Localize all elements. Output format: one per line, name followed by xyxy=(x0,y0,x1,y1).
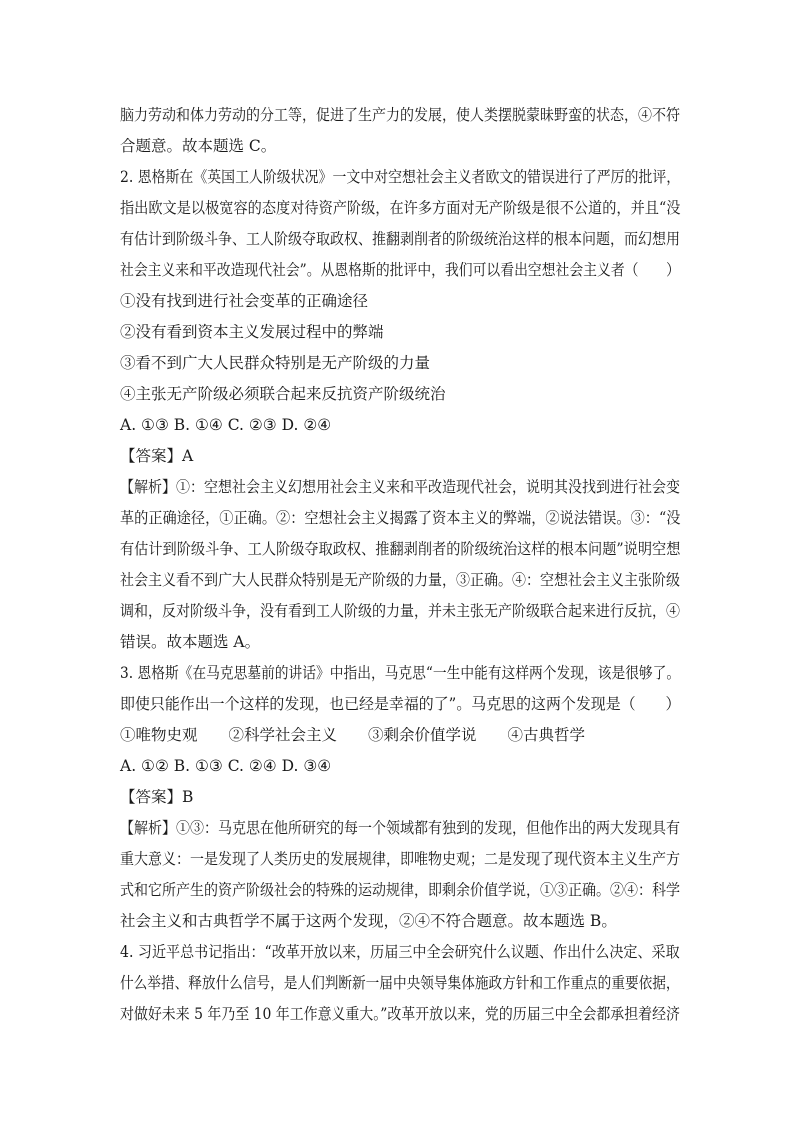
text-line: 指出欧文是以极宽容的态度对待资产阶级，在许多方面对无产阶级是很不公道的，并且“没 xyxy=(120,199,681,217)
question-4-stem: 4. 习近平总书记指出：“改革开放以来，历届三中全会研究什么议题、作出什么决定、采取 xyxy=(120,943,680,961)
text-line: 什么举措、释放什么信号，是人们判断新一届中央领导集体施政方针和工作重点的重要依据， xyxy=(120,974,680,992)
analysis-text: 革的正确途径，①正确。②：空想社会主义揭露了资本主义的弊端，②说法错误。③：“没 xyxy=(120,509,681,527)
text-line: 即使只能作出一个这样的发现，也已经是幸福的了”。马克思的这两个发现是（ ） xyxy=(120,695,681,713)
answer-label: 【答案】B xyxy=(120,788,194,806)
analysis-text: 式和它所产生的资产阶级社会的特殊的运动规律，即剩余价值学说，①③正确。②④：科学 xyxy=(120,881,681,899)
option-item: ①没有找到进行社会变革的正确途径 xyxy=(120,292,369,310)
question-2-stem: 2. 恩格斯在《英国工人阶级状况》一文中对空想社会主义者欧文的错误进行了严厉的批评， xyxy=(120,168,681,186)
analysis-text: 有估计到阶级斗争、工人阶级夺取政权、推翻剥削者的阶级统治这样的根本问题”说明空想 xyxy=(120,540,681,558)
analysis-text: 调和，反对阶级斗争，没有看到工人阶级的力量，并未主张无产阶级联合起来进行反抗，④ xyxy=(120,602,681,620)
option-item: ④主张无产阶级必须联合起来反抗资产阶级统治 xyxy=(120,385,446,403)
analysis-text: 【解析】①：空想社会主义幻想用社会主义来和平改造现代社会，说明其没找到进行社会变 xyxy=(120,478,681,496)
text-line: 社会主义来和平改造现代社会”。从恩格斯的批评中，我们可以看出空想社会主义者（ ） xyxy=(120,261,680,279)
answer-label: 【答案】A xyxy=(120,447,194,465)
analysis-text: 错误。故本题选 A。 xyxy=(120,633,261,651)
answer-choices: A. ①③ B. ①④ C. ②③ D. ②④ xyxy=(120,416,332,434)
option-item: ①唯物史观 ②科学社会主义 ③剩余价值学说 ④古典哲学 xyxy=(120,726,586,744)
analysis-text: 重大意义：一是发现了人类历史的发展规律，即唯物史观；二是发现了现代资本主义生产方 xyxy=(120,850,681,868)
text-line: 合题意。故本题选 C。 xyxy=(120,137,277,155)
text-line: 对做好未来 5 年乃至 10 年工作意义重大。”改革开放以来，党的历届三中全会都承担着经济 xyxy=(120,1005,680,1023)
text-line: 有估计到阶级斗争、工人阶级夺取政权、推翻剥削者的阶级统治这样的根本问题，而幻想用 xyxy=(120,230,681,248)
analysis-text: 【解析】①③：马克思在他所研究的每一个领域都有独到的发现，但他作出的两大发现具有 xyxy=(120,819,681,837)
analysis-text: 社会主义看不到广大人民群众特别是无产阶级的力量，③正确。④：空想社会主义主张阶级 xyxy=(120,571,681,589)
question-3-stem: 3. 恩格斯《在马克思墓前的讲话》中指出，马克思“一生中能有这样两个发现，该是很够了。 xyxy=(120,664,681,682)
text-line: 脑力劳动和体力劳动的分工等，促进了生产力的发展，使人类摆脱蒙昧野蛮的状态，④不符 xyxy=(120,106,681,124)
answer-choices: A. ①② B. ①③ C. ②④ D. ③④ xyxy=(120,757,332,775)
analysis-text: 社会主义和古典哲学不属于这两个发现，②④不符合题意。故本题选 B。 xyxy=(120,912,617,930)
option-item: ③看不到广大人民群众特别是无产阶级的力量 xyxy=(120,354,431,372)
option-item: ②没有看到资本主义发展过程中的弊端 xyxy=(120,323,384,341)
